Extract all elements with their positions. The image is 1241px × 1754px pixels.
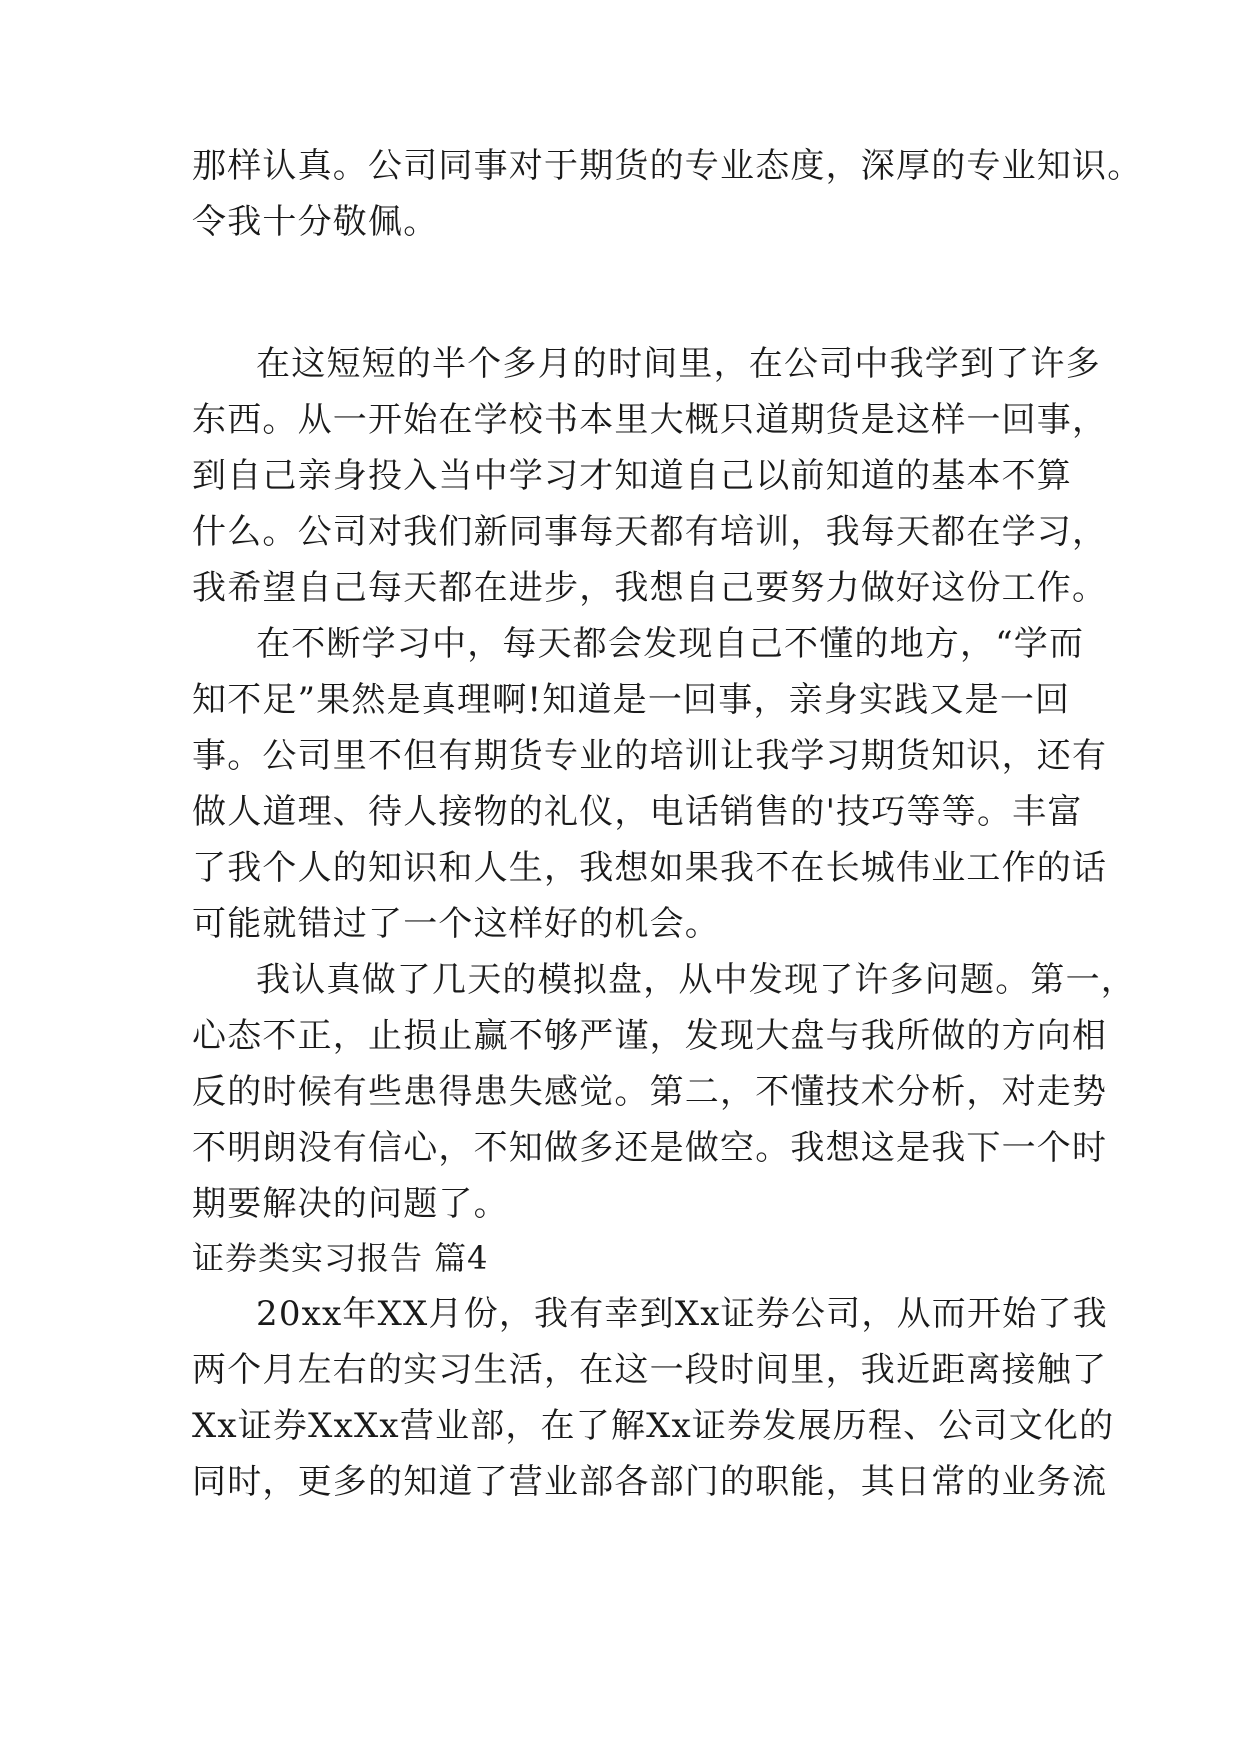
paragraph-line: 反的时候有些患得患失感觉。第二，不懂技术分析，对走势	[192, 1072, 1108, 1112]
paragraph-line: 在这短短的半个多月的时间里，在公司中我学到了许多	[256, 344, 1101, 384]
paragraph-line: 两个月左右的实习生活，在这一段时间里，我近距离接触了	[192, 1350, 1108, 1390]
paragraph-line: 我认真做了几天的模拟盘，从中发现了许多问题。第一，	[256, 960, 1136, 1000]
paragraph-line: 不明朗没有信心，不知做多还是做空。我想这是我下一个时	[192, 1128, 1108, 1168]
paragraph-line: 什么。公司对我们新同事每天都有培训，我每天都在学习，	[192, 512, 1108, 552]
paragraph-line: 心态不正，止损止赢不够严谨，发现大盘与我所做的方向相	[192, 1016, 1108, 1056]
paragraph-line: 在不断学习中，每天都会发现自己不懂的地方，“学而	[256, 624, 1085, 664]
section-heading: 证券类实习报告 篇4	[192, 1239, 489, 1277]
paragraph-line: 期要解决的问题了。	[192, 1184, 509, 1224]
paragraph-line: 了我个人的知识和人生，我想如果我不在长城伟业工作的话	[192, 848, 1108, 888]
paragraph-line: 到自己亲身投入当中学习才知道自己以前知道的基本不算	[192, 456, 1072, 496]
paragraph-line: 东西。从一开始在学校书本里大概只道期货是这样一回事，	[192, 400, 1108, 440]
paragraph-line: 那样认真。公司同事对于期货的专业态度，深厚的专业知识。	[192, 146, 1143, 186]
paragraph-line: Xx证券XxXx营业部，在了解Xx证券发展历程、公司文化的	[192, 1406, 1115, 1446]
paragraph-line: 令我十分敬佩。	[192, 202, 439, 242]
paragraph-line: 可能就错过了一个这样好的机会。	[192, 904, 720, 944]
paragraph-line: 20xx年XX月份，我有幸到Xx证券公司，从而开始了我	[256, 1294, 1108, 1334]
paragraph-line: 知不足”果然是真理啊!知道是一回事，亲身实践又是一回	[192, 680, 1071, 720]
paragraph-line: 同时，更多的知道了营业部各部门的职能，其日常的业务流	[192, 1462, 1108, 1502]
paragraph-line: 事。公司里不但有期货专业的培训让我学习期货知识，还有	[192, 736, 1108, 776]
paragraph-line: 我希望自己每天都在进步，我想自己要努力做好这份工作。	[192, 568, 1108, 608]
paragraph-line: 做人道理、待人接物的礼仪，电话销售的'技巧等等。丰富	[192, 792, 1083, 832]
